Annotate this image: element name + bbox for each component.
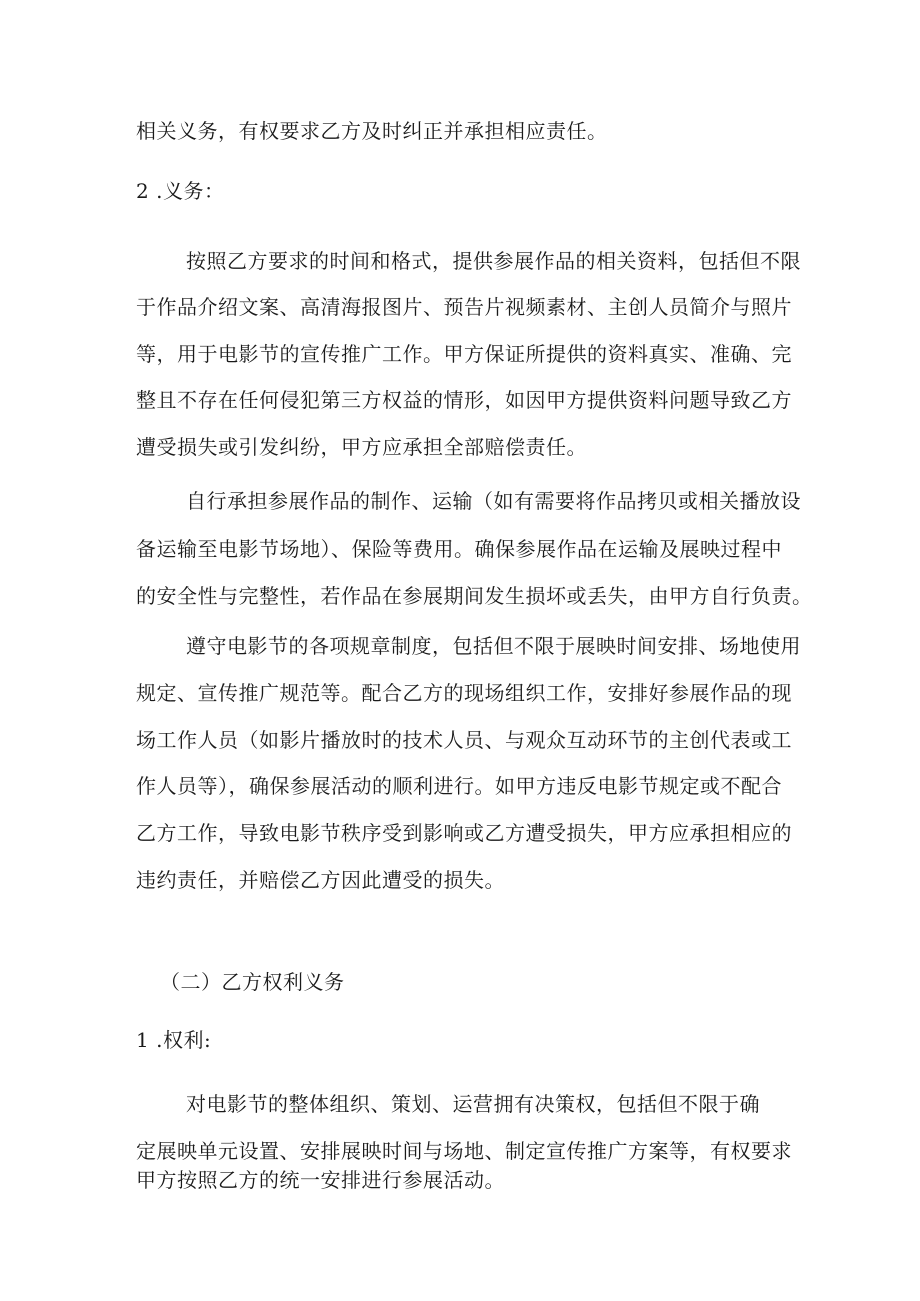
paragraph-line: 整且不存在任何侵犯第三方权益的情形，如因甲方提供资料问题导致乙方 [136, 388, 792, 412]
paragraph-line: 对电影节的整体组织、策划、运营拥有决策权，包括但不限于确 [186, 1092, 760, 1116]
paragraph-line: 规定、宣传推广规范等。配合乙方的现场组织工作，安排好参展作品的现 [136, 681, 792, 705]
paragraph-line: 备运输至电影节场地）、保险等费用。确保参展作品在运输及展映过程中 [136, 537, 782, 561]
paragraph-line: 于作品介绍文案、高清海报图片、预告片视频素材、主创人员简介与照片 [136, 295, 792, 319]
rights-heading: 1 .权利: [136, 1028, 212, 1052]
paragraph-line: 定展映单元设置、安排展映时间与场地、制定宣传推广方案等，有权要求 [136, 1139, 792, 1163]
paragraph-line: 遵守电影节的各项规章制度，包括但不限于展映时间安排、场地使用 [186, 634, 801, 658]
section-heading: （二）乙方权利义务 [160, 970, 345, 994]
obligations-heading: 2 .义务： [136, 179, 225, 203]
paragraph-line: 自行承担参展作品的制作、运输（如有需要将作品拷贝或相关播放设 [186, 489, 801, 513]
paragraph-line: 违约责任，并赔偿乙方因此遭受的损失。 [136, 868, 505, 892]
paragraph-line: 乙方工作，导致电影节秩序受到影响或乙方遭受损失，甲方应承担相应的 [136, 821, 792, 845]
paragraph-line: 的安全性与完整性，若作品在参展期间发生损坏或丢失，由甲方自行负责。 [136, 584, 813, 608]
paragraph-line: 甲方按照乙方的统一安排进行参展活动。 [136, 1168, 505, 1192]
paragraph-line: 作人员等），确保参展活动的顺利进行。如甲方违反电影节规定或不配合 [136, 774, 782, 798]
paragraph-line: 等，用于电影节的宣传推广工作。甲方保证所提供的资料真实、准确、完 [136, 342, 792, 366]
paragraph-line: 场工作人员（如影片播放时的技术人员、与观众互动环节的主创代表或工 [136, 728, 792, 752]
continuation-text: 相关义务，有权要求乙方及时纠正并承担相应责任。 [136, 119, 608, 143]
paragraph-line: 按照乙方要求的时间和格式，提供参展作品的相关资料，包括但不限 [186, 249, 801, 273]
paragraph-line: 遭受损失或引发纠纷，甲方应承担全部赔偿责任。 [136, 435, 587, 459]
